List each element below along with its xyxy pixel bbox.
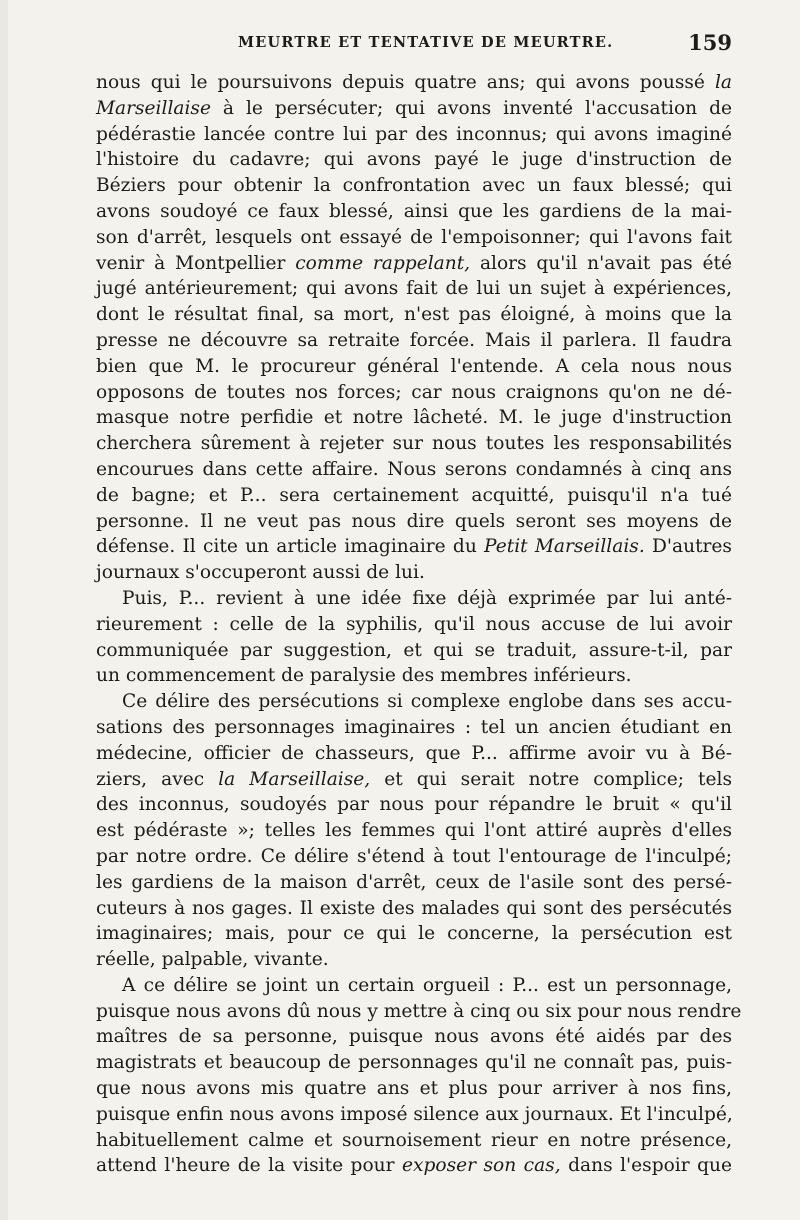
text-run: encourues dans cette affaire. Nous serons condamnés à cinq ans — [96, 458, 732, 480]
book-page — [8, 0, 800, 1220]
text-run: dans l'espoir que — [560, 1155, 732, 1177]
text-line — [96, 328, 732, 354]
text-line — [96, 689, 732, 715]
text-run: A ce délire se joint un certain orgueil : P... est un personnage, — [122, 974, 732, 996]
text-run: avons soudoyé ce faux blessé, ainsi que les gardiens de la mai- — [96, 200, 732, 222]
text-run: puisque nous avons dû nous y mettre à cinq ou six pour nous rendre — [96, 1000, 742, 1022]
italic-text: Marseillaise — [96, 97, 211, 119]
text-line — [96, 870, 732, 896]
text-run: presse ne découvre sa retraite forcée. Mais il parlera. Il faudra — [96, 329, 732, 351]
text-line — [96, 715, 732, 741]
running-title: MEURTRE ET TENTATIVE DE MEURTRE. — [238, 34, 614, 51]
text-run: maîtres de sa personne, puisque nous avons été aidés par des — [96, 1026, 732, 1048]
text-line — [96, 225, 732, 251]
text-line — [96, 1024, 732, 1050]
text-line — [96, 1102, 732, 1128]
text-run: son d'arrêt, lesquels ont essayé de l'empoisonner; qui l'avons fait — [96, 226, 732, 248]
text-run: cuteurs à nos gages. Il existe des malades qui sont des persécutés — [96, 897, 732, 919]
text-line — [96, 302, 732, 328]
text-run: un commencement de paralysie des membres inférieurs. — [96, 665, 632, 687]
text-run: cherchera sûrement à rejeter sur nous toutes les responsabilités — [96, 433, 732, 455]
text-line — [96, 354, 732, 380]
text-line — [96, 947, 732, 973]
text-run: attend l'heure de la visite pour — [96, 1155, 402, 1177]
text-run: par notre ordre. Ce délire s'étend à tout l'entourage de l'inculpé; — [96, 845, 732, 867]
text-line — [96, 173, 732, 199]
text-line — [96, 741, 732, 767]
text-run: pédérastie lancée contre lui par des inconnus; qui avons imaginé — [96, 123, 732, 145]
text-run: puisque enfin nous avons imposé silence aux journaux. Et l'inculpé, — [96, 1103, 733, 1125]
text-run: Béziers pour obtenir la confrontation avec un faux blessé; qui — [96, 175, 732, 197]
text-line — [96, 612, 732, 638]
text-line — [96, 586, 732, 612]
text-run: les gardiens de la maison d'arrêt, ceux de l'asile sont des persé- — [96, 871, 732, 893]
text-line — [96, 70, 732, 96]
italic-text: la — [714, 72, 732, 93]
text-run: l'histoire du cadavre; qui avons payé le juge d'instruction de — [96, 149, 732, 171]
text-line — [96, 276, 732, 302]
text-run: de bagne; et P... sera certainement acquitté, puisqu'il n'a tué — [96, 484, 732, 506]
text-run: masque notre perfidie et notre lâcheté. M. le juge d'instruction — [96, 407, 732, 429]
text-line — [96, 1128, 732, 1154]
text-run: D'autres — [644, 536, 732, 558]
text-line — [96, 147, 732, 173]
text-run: que nous avons mis quatre ans et plus pour arriver à nos fins, — [96, 1078, 732, 1100]
text-line — [96, 1153, 732, 1179]
text-run: venir à Montpellier — [96, 252, 296, 274]
text-line — [96, 818, 732, 844]
page-number: 159 — [688, 30, 732, 55]
text-line — [96, 431, 732, 457]
text-line — [96, 380, 732, 406]
text-run: dont le résultat final, sa mort, n'est pas éloigné, à moins que la — [96, 304, 732, 326]
text-line — [96, 483, 732, 509]
text-line — [96, 973, 732, 999]
text-run: et qui serait notre complice; tels — [370, 768, 732, 790]
text-line — [96, 844, 732, 870]
text-line — [96, 663, 732, 689]
running-head — [96, 30, 732, 58]
italic-text: la Marseillaise, — [218, 768, 371, 790]
text-line — [96, 767, 732, 793]
text-run: ziers, avec — [96, 768, 219, 790]
text-run: habituellement calme et sournoisement rieur en notre présence, — [96, 1129, 732, 1151]
text-run: journaux s'occuperont aussi de lui. — [96, 562, 425, 584]
italic-text: Petit Marseillais. — [484, 536, 645, 558]
text-line — [96, 1076, 732, 1102]
text-line — [96, 509, 732, 535]
italic-text: exposer son cas, — [402, 1155, 561, 1177]
text-run: Puis, P... revient à une idée fixe déjà exprimée par lui anté- — [122, 587, 732, 609]
text-run: réelle, palpable, vivante. — [96, 949, 329, 971]
text-run: opposons de toutes nos forces; car nous craignons qu'on ne dé- — [96, 381, 732, 403]
text-run: imaginaires; mais, pour ce qui le concerne, la persécution est — [96, 923, 732, 945]
text-line — [96, 638, 732, 664]
text-line — [96, 405, 732, 431]
text-run: est pédéraste »; telles les femmes qui l'ont attiré auprès d'elles — [96, 820, 732, 842]
text-line — [96, 1050, 732, 1076]
text-line — [96, 457, 732, 483]
text-line — [96, 560, 732, 586]
text-line — [96, 96, 732, 122]
text-line — [96, 921, 732, 947]
text-run: sations des personnages imaginaires : tel un ancien étudiant en — [96, 716, 732, 738]
text-line — [96, 534, 732, 560]
text-run: bien que M. le procureur général l'entende. A cela nous nous — [96, 355, 732, 377]
text-run: à le persécuter; qui avons inventé l'accusation de — [210, 97, 732, 119]
text-line — [96, 199, 732, 225]
text-run: jugé antérieurement; qui avons fait de lui un sujet à expériences, — [96, 278, 732, 300]
text-run: médecine, officier de chasseurs, que P... affirme avoir vu à Bé- — [96, 742, 732, 764]
text-line — [96, 792, 732, 818]
text-line — [96, 122, 732, 148]
text-run: alors qu'il n'avait pas été — [470, 252, 732, 274]
text-run: nous qui le poursuivons depuis quatre ans; qui avons poussé — [96, 72, 715, 93]
text-line — [96, 251, 732, 277]
text-run: rieurement : celle de la syphilis, qu'il nous accuse de lui avoir — [96, 613, 732, 635]
italic-text: comme rappelant, — [295, 252, 471, 274]
text-run: défense. Il cite un article imaginaire du — [96, 536, 485, 558]
text-run: magistrats et beaucoup de personnages qu'il ne connaît pas, puis- — [96, 1052, 732, 1074]
body-text — [96, 70, 742, 1179]
text-run: communiquée par suggestion, et qui se traduit, assure-t-il, par — [96, 639, 732, 661]
text-line — [96, 999, 742, 1025]
text-run: Ce délire des persécutions si complexe englobe dans ses accu- — [122, 691, 732, 713]
text-line — [96, 896, 732, 922]
text-run: personne. Il ne veut pas nous dire quels seront ses moyens de — [96, 510, 732, 532]
text-run: des inconnus, soudoyés par nous pour répandre le bruit « qu'il — [96, 794, 732, 816]
